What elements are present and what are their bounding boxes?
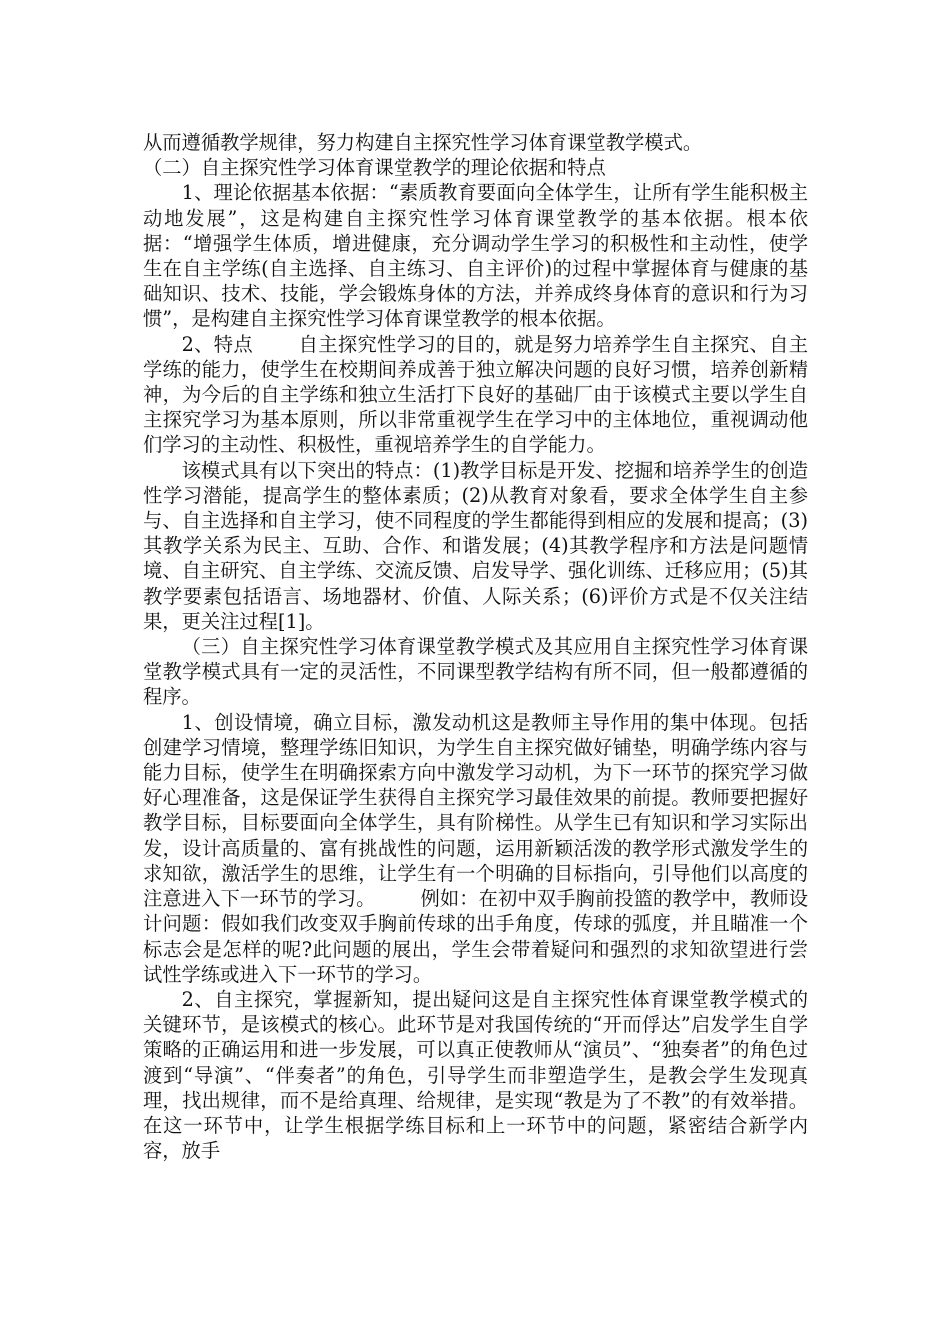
- paragraph-continuation: 从而遵循教学规律，努力构建自主探究性学习体育课堂教学模式。: [143, 131, 703, 154]
- paragraph-step-1: 1、创设情境，确立目标，激发动机这是教师主导作用的集中体现。包括创建学习情境，整理学练旧知识，为学生自主探究做好铺垫，明确学练内容与能力目标，使学生在明确探索方向中激发学习动机，为下一环节的探究学习做好心理准备，这是保证学生获得自主探究学习最佳效果的前提。教师要把握好教学目标，目标要面向全体学生，具有阶梯性。从学生已有知识和学习实际出发，设计高质量的、富有挑战性的问题，运用新颖活泼的教学形式激发学生的求知欲，激活学生的思维，让学生有一个明确的目标指向，引导他们以高度的注意进入下一环节的学习。 例如：在初中双手胸前投篮的教学中，教师设计问题：假如我们改变双手胸前传球的出手角度，传球的弧度，并且瞄准一个标志会是怎样的呢?此问题的展出，学生会带着疑问和强烈的求知欲望进行尝试性学练或进入下一环节的学习。: [143, 710, 808, 986]
- section-heading-2: （二）自主探究性学习体育课堂教学的理论依据和特点: [143, 156, 606, 180]
- paragraph-feature-list: 该模式具有以下突出的特点：(1)教学目标是开发、挖掘和培养学生的创造性学习潜能，提高学生的整体素质；(2)从教育对象看，要求全体学生自主参与、自主选择和自主学习，使不同程度的学生都能得到相应的发展和提高；(3)其教学关系为民主、互助、合作、和谐发展；(4)其教学程序和方法是问题情境、自主研究、自主学练、交流反馈、启发导学、强化训练、迁移应用；(5)其教学要素包括语言、场地器材、价值、人际关系；(6)评价方式是不仅关注结果，更关注过程[1]。: [143, 458, 808, 633]
- paragraph-theory-basis: 1、理论依据基本依据：“素质教育要面向全体学生，让所有学生能积极主动地发展”，这是构建自主探究性学习体育课堂教学的基本依据。根本依据：“增强学生体质，增进健康，充分调动学生学习的积极性和主动性，使学生在自主学练(自主选择、自主练习、自主评价)的过程中掌握体育与健康的基础知识、技术、技能，学会锻炼身体的方法，并养成终身体育的意识和行为习惯”，是构建自主探究性学习体育课堂教学的根本依据。: [143, 181, 808, 331]
- paragraph-step-2: 2、自主探究，掌握新知，提出疑问这是自主探究性体育课堂教学模式的关键环节，是该模式的核心。此环节是对我国传统的“开而俘达”启发学生自学策略的正确运用和进一步发展，可以真正使教师从“演员”、“独奏者”的角色过渡到“导演”、“伴奏者”的角色，引导学生而非塑造学生，是教会学生发现真理，找出规律，而不是给真理、给规律，是实现“教是为了不教”的有效举措。在这一环节中，让学生根据学练目标和上一环节中的问题，紧密结合新学内容，放手: [143, 987, 808, 1163]
- section-heading-3: （三）自主探究性学习体育课堂教学模式及其应用自主探究性学习体育课堂教学模式具有一定的灵活性，不同课型教学结构有所不同，但一般都遵循的程序。: [143, 635, 808, 709]
- paragraph-features: 2、特点 自主探究性学习的目的，就是努力培养学生自主探究、自主学练的能力，使学生在校期间养成善于独立解决问题的良好习惯，培养创新精神，为今后的自主学练和独立生活打下良好的基础厂由于该模式主要以学生自主探究学习为基本原则，所以非常重视学生在学习中的主体地位，重视调动他们学习的主动性、积极性，重视培养学生的自学能力。: [143, 332, 808, 457]
- document-page: [143, 130, 808, 1163]
